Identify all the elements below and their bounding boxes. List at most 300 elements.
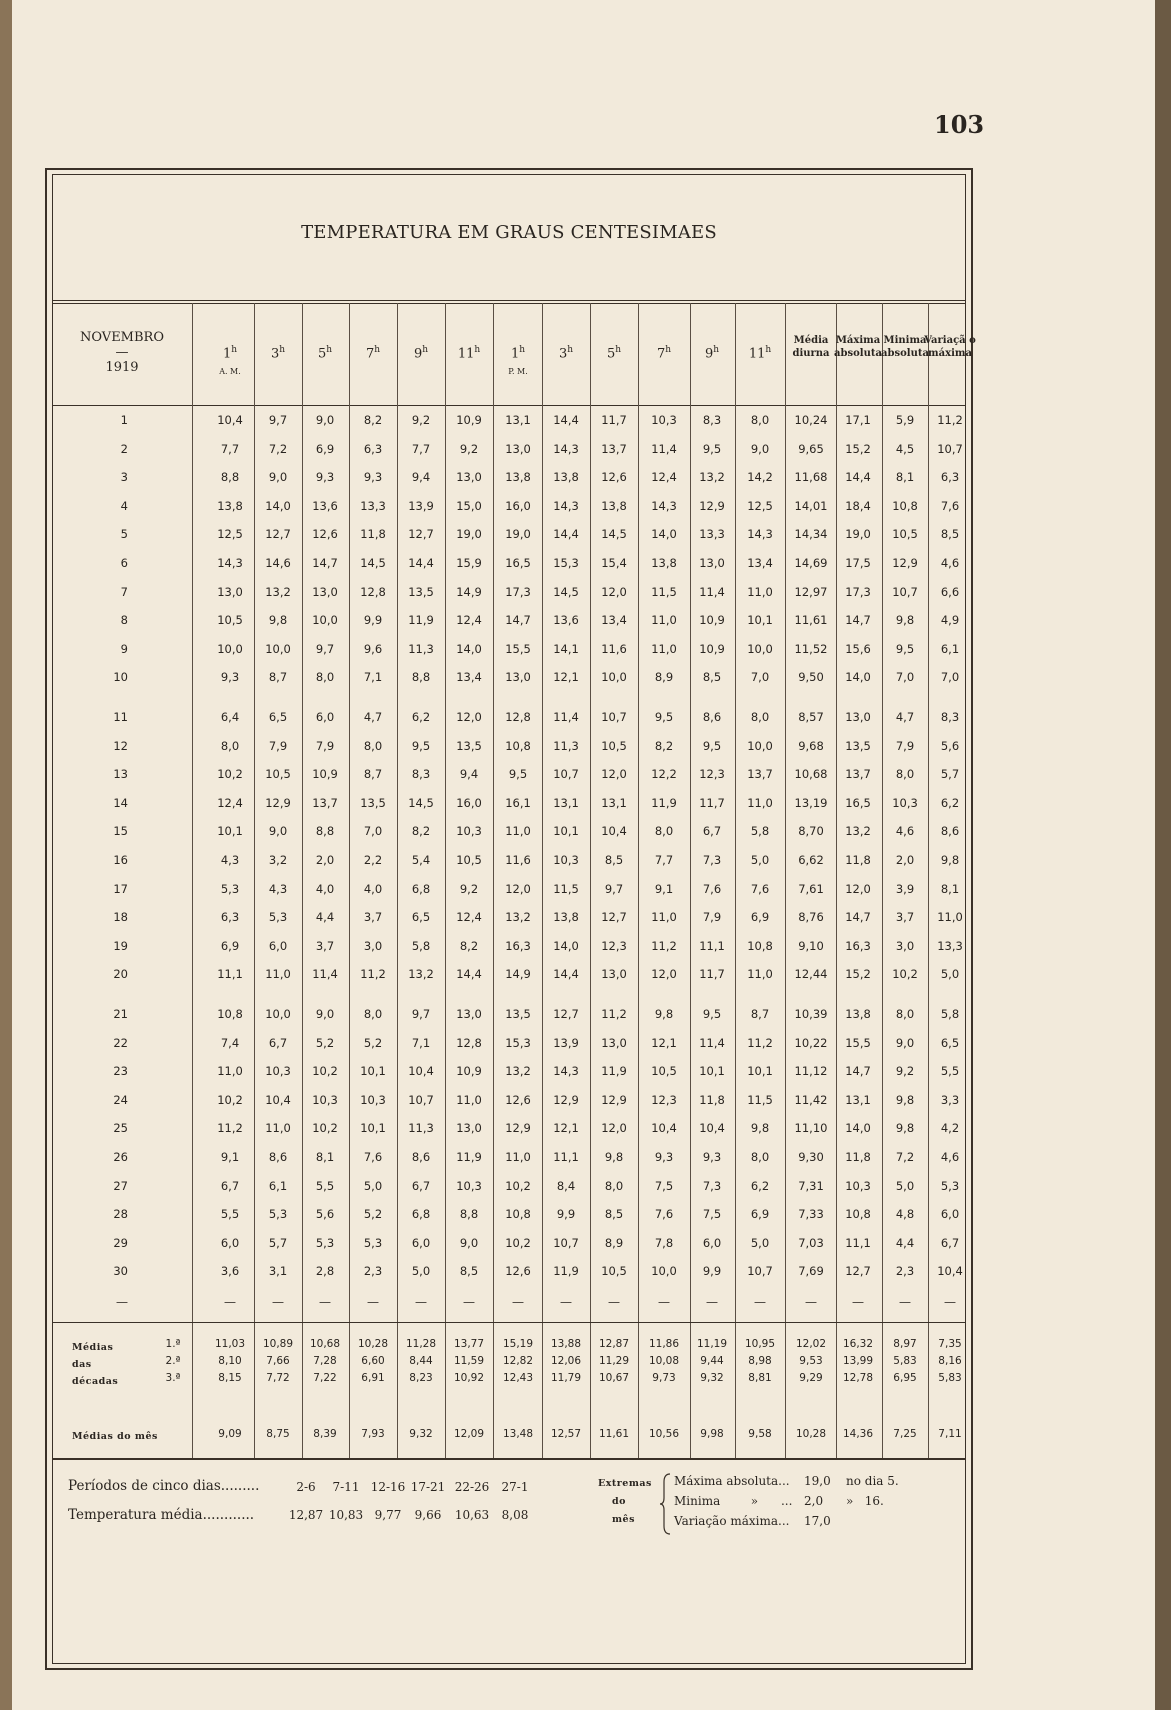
temp-value: 13,7	[845, 767, 871, 782]
temp-value: 7,0	[895, 670, 915, 685]
temp-value: 16,1	[505, 795, 531, 810]
temp-value: 11,8	[360, 527, 386, 542]
temp-value: 12,3	[699, 767, 725, 782]
temp-value: 12,0	[601, 584, 627, 599]
temp-value: 4,5	[895, 441, 915, 456]
temp-value: 8,9	[654, 670, 674, 685]
temp-value: 15,3	[505, 1035, 531, 1050]
temp-value: 10,4	[937, 1264, 963, 1279]
temp-value: 12,4	[651, 470, 677, 485]
temp-value: 11,2	[601, 1007, 627, 1021]
temp-value: 3,6	[220, 1264, 240, 1279]
temp-value: 13,0	[217, 584, 243, 599]
temp-value: 10,3	[845, 1178, 871, 1193]
temp-value: 10,9	[456, 413, 482, 427]
decade-mean: 9,32	[700, 1372, 724, 1384]
temp-value: 8,0	[895, 1007, 915, 1021]
temp-value: 12,7	[265, 527, 291, 542]
header-top-rule-2	[52, 303, 966, 304]
separator-dash: —	[706, 1295, 718, 1309]
decade-mean: 9,44	[700, 1355, 724, 1367]
temp-value: 14,7	[845, 910, 871, 925]
temp-value: 13,4	[747, 556, 773, 570]
temp-value: 13,2	[845, 824, 871, 839]
temp-value: 16,0	[456, 795, 482, 810]
temp-value: 10,4	[699, 1121, 725, 1136]
temp-value: 12,5	[747, 498, 773, 513]
temp-value: 8,8	[411, 670, 431, 685]
temp-value: 3,2	[268, 853, 288, 867]
month-year: 1919	[105, 360, 139, 375]
column-hour: 1	[510, 346, 520, 362]
temp-value: 9,5	[508, 767, 528, 782]
temp-value: 3,3	[940, 1092, 960, 1107]
column-title: Variaçã o	[924, 335, 976, 346]
decade-mean: 13,99	[842, 1355, 874, 1367]
temp-value: 13,0	[456, 1121, 482, 1136]
day-number: 17	[113, 881, 128, 896]
temp-value: 12,8	[456, 1035, 482, 1050]
day-number: 5	[120, 527, 128, 542]
temp-value: 8,7	[363, 767, 383, 782]
temp-value: 15,2	[845, 441, 871, 456]
month-mean: 7,93	[361, 1428, 385, 1440]
temp-value: 8,1	[315, 1150, 335, 1164]
temp-value: 10,1	[699, 1064, 725, 1079]
column-hour: 3	[270, 346, 280, 362]
day-number: 2	[120, 441, 128, 456]
temp-value: 8,3	[940, 710, 960, 724]
temp-value: 9,8	[895, 613, 915, 628]
temp-value: 2,0	[895, 853, 915, 867]
temp-value: 10,5	[601, 738, 627, 753]
temp-value: 17,3	[505, 584, 531, 599]
column-header	[922, 334, 978, 360]
day-number: 15	[113, 824, 128, 839]
temp-value: 11,0	[505, 824, 531, 839]
decade-label: décadas	[72, 1376, 119, 1387]
decade-mean: 12,06	[550, 1355, 582, 1367]
temp-value: 8,3	[702, 413, 722, 427]
temp-value: 13,0	[505, 670, 531, 685]
separator-dash: —	[754, 1295, 766, 1309]
temp-value: 14,5	[408, 795, 434, 810]
temp-value: 10,2	[312, 1121, 338, 1136]
temp-value: 14,2	[747, 470, 773, 485]
temp-value: 11,7	[601, 413, 627, 427]
temp-value: 11,3	[553, 738, 579, 753]
temp-value: 15,3	[553, 556, 579, 570]
temp-value: 10,9	[456, 1064, 482, 1079]
temp-value: 19,0	[505, 527, 531, 542]
temp-value: 11,0	[747, 584, 773, 599]
temp-value: 6,7	[940, 1235, 960, 1250]
temp-value: 10,0	[217, 641, 243, 656]
column-hour-unit: h	[279, 345, 286, 355]
temp-value: 5,2	[363, 1207, 383, 1222]
temp-value: 12,1	[553, 670, 579, 685]
temp-value: 14,6	[265, 556, 291, 570]
temp-value: 11,10	[794, 1121, 828, 1136]
temp-value: 9,30	[798, 1150, 824, 1164]
temp-value: 10,7	[408, 1092, 434, 1107]
temp-value: 6,9	[750, 1207, 770, 1222]
temp-value: 14,3	[651, 498, 677, 513]
temp-value: 9,3	[702, 1150, 722, 1164]
temp-value: 9,0	[268, 470, 288, 485]
temp-value: 6,5	[940, 1035, 960, 1050]
column-hour: 5	[606, 346, 616, 362]
col-divider	[192, 303, 193, 1458]
temp-value: 13,19	[794, 795, 828, 810]
temp-value: 9,7	[604, 881, 624, 896]
temp-value: 10,24	[794, 413, 828, 427]
temp-value: 13,5	[360, 795, 386, 810]
temp-value: 9,5	[411, 738, 431, 753]
temp-value: 7,3	[702, 1178, 722, 1193]
extremes-brace	[660, 1472, 672, 1536]
temp-value: 5,0	[411, 1264, 431, 1279]
decade-mean: 8,97	[893, 1338, 917, 1350]
column-subtitle: absoluta	[881, 348, 929, 359]
temp-value: 14,3	[553, 498, 579, 513]
separator-dash: —	[899, 1295, 911, 1309]
temp-value: 7,69	[798, 1264, 824, 1279]
temp-value: 14,0	[265, 498, 291, 513]
decade-number: 3.ª	[165, 1372, 181, 1384]
column-hour-unit: h	[765, 345, 772, 355]
period-temp: 12,87	[288, 1508, 324, 1522]
temp-value: 9,0	[895, 1035, 915, 1050]
separator-dash: —	[116, 1295, 128, 1309]
temp-value: 13,9	[408, 498, 434, 513]
temp-value: 7,0	[940, 670, 960, 685]
temp-value: 9,8	[940, 853, 960, 867]
month-dash: —	[115, 345, 129, 360]
temp-value: 7,33	[798, 1207, 824, 1222]
temp-value: 10,5	[601, 1264, 627, 1279]
temp-value: 9,0	[750, 441, 770, 456]
temp-value: 10,8	[845, 1207, 871, 1222]
temp-value: 6,3	[940, 470, 960, 485]
temp-value: 9,6	[363, 641, 383, 656]
temp-value: 6,0	[702, 1235, 722, 1250]
temp-value: 8,8	[459, 1207, 479, 1222]
temp-value: 12,2	[651, 767, 677, 782]
temp-value: 4,4	[315, 910, 335, 925]
temp-value: 2,0	[315, 853, 335, 867]
decade-mean: 10,92	[453, 1372, 485, 1384]
temp-value: 10,9	[699, 641, 725, 656]
decade-mean: 8,81	[748, 1372, 772, 1384]
day-number: 9	[120, 641, 128, 656]
extreme-min-note: » 16.	[846, 1494, 884, 1508]
temp-value: 13,2	[505, 1064, 531, 1079]
temp-value: 6,9	[220, 938, 240, 953]
temp-value: 6,3	[363, 441, 383, 456]
temp-value: 8,0	[363, 738, 383, 753]
temp-value: 5,8	[750, 824, 770, 839]
temp-value: 12,6	[312, 527, 338, 542]
temp-value: 11,2	[360, 967, 386, 982]
temp-value: 9,8	[268, 613, 288, 628]
day-number: 4	[120, 498, 128, 513]
month-mean: 10,28	[795, 1428, 827, 1440]
temp-value: 7,3	[702, 853, 722, 867]
temp-value: 11,5	[553, 881, 579, 896]
temp-value: 12,8	[360, 584, 386, 599]
temp-value: 10,5	[456, 853, 482, 867]
temp-value: 11,5	[747, 1092, 773, 1107]
decade-mean: 7,66	[266, 1355, 290, 1367]
temp-value: 14,34	[794, 527, 828, 542]
temp-value: 4,3	[268, 881, 288, 896]
temp-value: 11,4	[699, 584, 725, 599]
decade-mean: 11,29	[598, 1355, 630, 1367]
period-range: 27-1	[501, 1480, 529, 1494]
temp-value: 5,4	[411, 853, 431, 867]
decade-mean: 10,68	[309, 1338, 341, 1350]
decade-mean: 5,83	[893, 1355, 917, 1367]
temp-value: 5,8	[411, 938, 431, 953]
temp-value: 11,9	[553, 1264, 579, 1279]
temp-value: 11,7	[699, 795, 725, 810]
temp-value: 7,6	[940, 498, 960, 513]
temp-value: 8,5	[702, 670, 722, 685]
separator-dash: —	[272, 1295, 284, 1309]
column-hour: 9	[704, 346, 714, 362]
temp-value: 10,2	[892, 967, 918, 982]
extreme-max-name: Máxima absoluta...	[674, 1474, 790, 1488]
temp-value: 9,8	[750, 1121, 770, 1136]
temp-value: 14,3	[553, 441, 579, 456]
temp-value: 8,9	[604, 1235, 624, 1250]
period-temp: 8,08	[501, 1508, 529, 1522]
temp-value: 15,6	[845, 641, 871, 656]
temp-value: 14,5	[360, 556, 386, 570]
temp-value: 11,9	[408, 613, 434, 628]
temp-value: 13,7	[312, 795, 338, 810]
temp-value: 10,3	[553, 853, 579, 867]
day-number: 10	[113, 670, 128, 685]
column-title: Máxima	[835, 335, 881, 346]
day-number: 13	[113, 767, 128, 782]
column-title: Média	[793, 335, 829, 346]
temp-value: 13,2	[505, 910, 531, 925]
temp-value: 10,5	[651, 1064, 677, 1079]
temp-value: 3,0	[895, 938, 915, 953]
month-mean: 7,25	[893, 1428, 917, 1440]
temp-mean-label: Temperatura média............	[68, 1507, 255, 1523]
temp-value: 11,8	[845, 1150, 871, 1164]
temp-value: 14,4	[553, 527, 579, 542]
temp-value: 7,1	[411, 1035, 431, 1050]
temp-value: 9,4	[411, 470, 431, 485]
page-number: 103	[934, 110, 985, 139]
temp-value: 7,31	[798, 1178, 824, 1193]
temp-value: 18,4	[845, 498, 871, 513]
extremes-label-2: do	[612, 1496, 626, 1507]
extreme-var-name: Variação máxima...	[674, 1514, 790, 1528]
temp-value: 13,0	[312, 584, 338, 599]
temp-value: 15,5	[505, 641, 531, 656]
decade-mean: 6,60	[361, 1355, 385, 1367]
temp-value: 13,5	[845, 738, 871, 753]
temp-value: 7,9	[268, 738, 288, 753]
temp-value: 6,0	[411, 1235, 431, 1250]
temp-value: 9,2	[459, 441, 479, 456]
column-subtitle: diurna	[792, 348, 830, 359]
temp-value: 10,4	[651, 1121, 677, 1136]
temp-value: 10,8	[747, 938, 773, 953]
temp-value: 12,7	[408, 527, 434, 542]
month-mean: 9,58	[748, 1428, 772, 1440]
temp-value: 13,0	[601, 1035, 627, 1050]
temp-value: 14,01	[794, 498, 828, 513]
temp-value: 13,6	[312, 498, 338, 513]
day-number: 8	[120, 613, 128, 628]
day-number: 23	[113, 1064, 128, 1079]
temp-value: 8,1	[940, 881, 960, 896]
decade-mean: 8,16	[938, 1355, 962, 1367]
temp-value: 13,0	[845, 710, 871, 724]
temp-value: 9,4	[459, 767, 479, 782]
temp-value: 11,1	[217, 967, 243, 982]
decade-mean: 11,79	[550, 1372, 582, 1384]
column-hour: 11	[457, 346, 475, 362]
decade-mean: 10,95	[744, 1338, 776, 1350]
temp-value: 7,6	[654, 1207, 674, 1222]
temp-value: 8,7	[750, 1007, 770, 1021]
temp-value: 8,0	[750, 710, 770, 724]
temp-value: 7,6	[702, 881, 722, 896]
temp-value: 8,2	[363, 413, 383, 427]
temp-value: 12,4	[217, 795, 243, 810]
temp-value: 11,0	[651, 910, 677, 925]
temp-value: 7,8	[654, 1235, 674, 1250]
temp-value: 16,5	[845, 795, 871, 810]
temp-value: 10,3	[456, 1178, 482, 1193]
temp-value: 7,2	[895, 1150, 915, 1164]
period-temp: 10,63	[454, 1508, 490, 1522]
day-number: 12	[113, 738, 128, 753]
temp-value: 13,2	[408, 967, 434, 982]
temp-value: 8,7	[268, 670, 288, 685]
period-temp: 9,77	[374, 1508, 402, 1522]
temp-value: 12,8	[505, 710, 531, 724]
temp-value: 9,7	[411, 1007, 431, 1021]
day-number: 29	[113, 1235, 128, 1250]
temp-value: 11,4	[651, 441, 677, 456]
temp-value: 12,7	[553, 1007, 579, 1021]
temp-value: 6,0	[940, 1207, 960, 1222]
month-mean: 10,56	[648, 1428, 680, 1440]
decade-mean: 8,44	[409, 1355, 433, 1367]
header-bottom-rule	[52, 405, 966, 406]
temp-value: 14,7	[845, 1064, 871, 1079]
temp-value: 9,2	[459, 881, 479, 896]
separator-dash: —	[512, 1295, 524, 1309]
temp-value: 13,1	[553, 795, 579, 810]
temp-value: 10,2	[312, 1064, 338, 1079]
temp-value: 6,0	[220, 1235, 240, 1250]
temp-value: 7,9	[702, 910, 722, 925]
decade-mean: 7,22	[313, 1372, 337, 1384]
temp-value: 3,7	[895, 910, 915, 925]
temp-value: 6,2	[411, 710, 431, 724]
temp-value: 5,0	[750, 1235, 770, 1250]
temp-value: 5,5	[315, 1178, 335, 1193]
temp-value: 4,2	[940, 1121, 960, 1136]
temp-value: 12,1	[553, 1121, 579, 1136]
temp-value: 15,0	[456, 498, 482, 513]
temp-value: 13,8	[553, 470, 579, 485]
temp-value: 9,3	[654, 1150, 674, 1164]
column-subtitle: máxima	[928, 348, 972, 359]
temp-value: 9,8	[604, 1150, 624, 1164]
temp-value: 9,3	[315, 470, 335, 485]
period-temp: 9,66	[414, 1508, 442, 1522]
temp-value: 10,3	[456, 824, 482, 839]
decade-mean: 5,83	[938, 1372, 962, 1384]
temp-value: 4,6	[940, 1150, 960, 1164]
temp-value: 11,4	[312, 967, 338, 982]
temp-value: 10,3	[892, 795, 918, 810]
temp-value: 12,9	[265, 795, 291, 810]
temp-value: 13,9	[553, 1035, 579, 1050]
temp-value: 4,6	[895, 824, 915, 839]
temp-value: 8,0	[363, 1007, 383, 1021]
temp-value: 9,5	[702, 1007, 722, 1021]
column-hour: 9	[413, 346, 423, 362]
temp-value: 10,0	[651, 1264, 677, 1279]
temp-value: 9,0	[315, 1007, 335, 1021]
temp-value: 8,5	[604, 853, 624, 867]
temp-value: 10,0	[747, 641, 773, 656]
decade-top-rule	[52, 1322, 966, 1323]
extremes-label-1: Extremas	[598, 1478, 652, 1489]
temp-value: 11,4	[553, 710, 579, 724]
decade-mean: 7,72	[266, 1372, 290, 1384]
temp-value: 9,50	[798, 670, 824, 685]
temp-value: 9,5	[895, 641, 915, 656]
temp-value: 13,8	[553, 910, 579, 925]
extreme-min-value: 2,0	[804, 1494, 824, 1508]
decade-mean: 10,67	[598, 1372, 630, 1384]
temp-value: 10,5	[892, 527, 918, 542]
temp-value: 8,5	[459, 1264, 479, 1279]
period-range: 22-26	[454, 1480, 490, 1494]
temp-value: 11,0	[265, 967, 291, 982]
temp-value: 12,6	[505, 1092, 531, 1107]
temp-value: 10,9	[699, 613, 725, 628]
temp-value: 10,8	[505, 1207, 531, 1222]
temp-value: 14,9	[505, 967, 531, 982]
temp-value: 10,4	[408, 1064, 434, 1079]
temp-value: 10,2	[505, 1178, 531, 1193]
temp-value: 13,1	[601, 795, 627, 810]
temp-value: 14,0	[651, 527, 677, 542]
temp-value: 4,4	[895, 1235, 915, 1250]
separator-dash: —	[805, 1295, 817, 1309]
temp-value: 13,4	[601, 613, 627, 628]
temp-value: 14,4	[845, 470, 871, 485]
month-mean-label: Médias do mês	[72, 1431, 158, 1442]
temp-value: 6,1	[268, 1178, 288, 1193]
separator-dash: —	[608, 1295, 620, 1309]
temp-value: 16,0	[505, 498, 531, 513]
temp-value: 7,6	[363, 1150, 383, 1164]
